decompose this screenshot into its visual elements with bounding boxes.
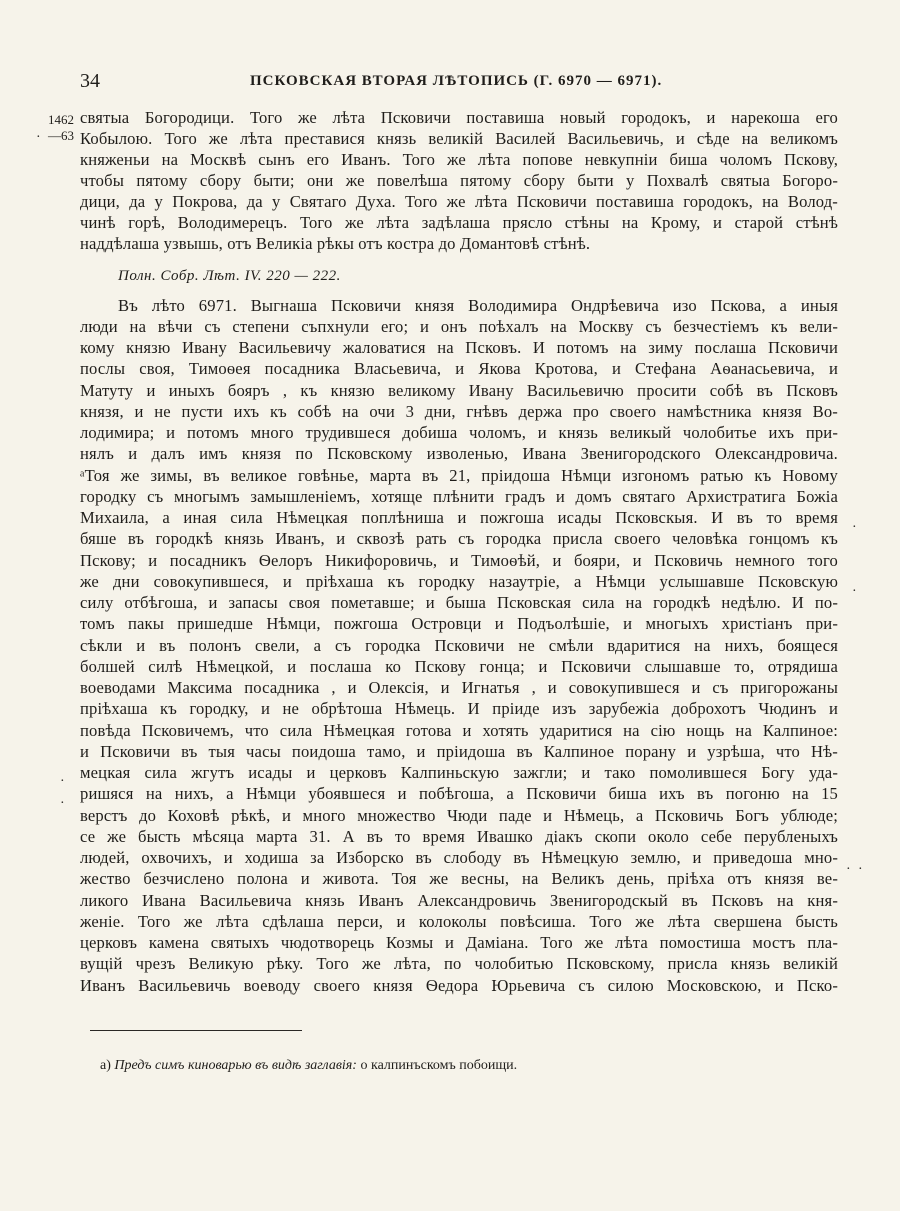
text-line: люди на вѣчи съ степени съпхнули его; и онъ поѣхалъ на Москву съ безчестіемъ къ вели-: [80, 317, 838, 336]
text-line: силу отбѣгоша, и запасы своя пометавше; и быша Псковская сила на городкѣ недѣлю. И по-: [80, 593, 838, 612]
text-line: чинѣ горѣ, Володимерецъ. Того же лѣта задѣлаша прясло стѣны на Крому, и старой стѣнѣ: [80, 213, 838, 232]
text-line: кому князю Ивану Васильевичу жаловатися на Псковъ. И потомъ на зиму послаша Псковичи: [80, 338, 838, 357]
margin-mark: ·: [858, 862, 863, 877]
footnote: [100, 1058, 517, 1074]
text-line: дици, да у Покрова, да у Святаго Духа. Того же лѣта Псковичи поставиша городокъ, на Волод-: [80, 192, 838, 211]
text-line: церковъ камена святыхъ чюдотворець Козмы и Даміана. Того же лѣта помостиша мостъ пла-: [80, 933, 838, 952]
text-line: воеводами Максима посадника , и Олексія, и Игнатья , и совокупившеся и съ пригорожаны: [80, 678, 838, 697]
margin-mark: ·: [852, 520, 857, 535]
text-line: Михаила, а иная сила Нѣмецкая поплѣниша и пожгоша исады Псковскыя. И въ то время: [80, 508, 838, 527]
text-line: сѣкли и въ полонъ свели, а съ городка Псковичи не смѣли вдаритися на нихъ, боящеся: [80, 636, 838, 655]
running-title: ПСКОВСКАЯ ВТОРАЯ ЛѢТОПИСЬ (Г. 6970 — 6971).: [250, 73, 663, 89]
page-header: [80, 70, 820, 98]
footnote-marker: а): [100, 1058, 111, 1073]
text-line: томъ пакы пришедше Нѣмци, пожгоша Островци и Подъолѣшіе, и многыхъ христіанъ при-: [80, 614, 838, 633]
text-line: лодимира; и потомъ много трудившеся добиша чоломъ, и князь великый чолобитье ихъ при-: [80, 423, 838, 442]
text-line: повѣда Псковичемъ, что сила Нѣмецкая готова и хотять ударитися на сію нощь на Калпиное:: [80, 721, 838, 740]
text-line: верстъ до Коховѣ рѣкѣ, и много множество Чюди паде и Нѣмець, а Псковичь Богъ ублюде;: [80, 806, 838, 825]
text-line: и Псковичи въ тыя часы поидоша тамо, и пріидоша въ Калпиное порану и узрѣша, что Нѣ-: [80, 742, 838, 761]
footnote-rule: [90, 1030, 302, 1031]
page-number: 34: [80, 70, 100, 92]
text-line: вущій чрезъ Великую рѣку. Того же лѣта, по чолобитью Псковскому, присла князь великій: [80, 954, 838, 973]
text-line: жество безчислено полона и живота. Тоя же весны, на Великъ день, пріѣха отъ князя ве-: [80, 869, 838, 888]
text-line: женіе. Того же лѣта сдѣлаша перси, и колоколы повѣсиша. Того же лѣта свершена бысть: [80, 912, 838, 931]
text-line: болшей силѣ Нѣмецкой, и послаша ко Пскову гонца; и Псковичи слышавше то, отрядиша: [80, 657, 838, 676]
margin-mark: ·: [846, 862, 851, 877]
text-line: се же бысть мѣсяца марта 31. А въ то время Ивашко діакъ скопи около себе перубленыхъ: [80, 827, 838, 846]
text-line: князя, и не пусти ихъ къ собѣ на очи 3 дни, гнѣвъ держа про своего намѣстника князя Во-: [80, 402, 838, 421]
text-line: нялъ и далъ имъ князя по Псковскому изволенью, Ивана Звенигородского Олександровича.: [80, 444, 838, 463]
margin-mark: ·: [852, 584, 857, 599]
source-reference: Полн. Собр. Лѣт. IV. 220 — 222.: [118, 268, 341, 284]
text-line: Матуту и иныхъ бояръ , къ князю великому Ивану Васильевичю просити собѣ въ Псковъ: [80, 381, 838, 400]
text-line: ликого Ивана Васильевича князь Иванъ Александровичь Звенигородскый въ Псковъ на кня-: [80, 891, 838, 910]
text-line: ришяся на нихъ, а Нѣмци убоявшеся и побѣгоша, а Псковичи биша ихъ въ погоню на 15: [80, 784, 838, 803]
margin-mark: ·: [60, 774, 65, 789]
text-line: наддѣлаша узвышь, отъ Великіа рѣкы отъ костра до Домантовѣ стѣнѣ.: [80, 234, 591, 253]
text-line: мецкая сила жгутъ исады и церковъ Калпиньскую зажгли; и тако помолившеся Богу уда-: [80, 763, 838, 782]
footnote-italic-text: Предъ симъ киноварью въ видѣ заглавія:: [114, 1058, 357, 1073]
text-line: ᵃТоя же зимы, въ великое говѣнье, марта въ 21, пріидоша Нѣмци изгономъ ратью къ Новому: [80, 466, 838, 485]
text-line: бяше въ городкѣ князь Иванъ, и сквозѣ рать съ городка присла своего человѣка гонцомъ къ: [80, 529, 838, 548]
margin-year-bottom: —63: [48, 128, 74, 143]
margin-year-top: 1462: [48, 112, 74, 127]
text-line: княженьи на Москвѣ сынъ его Иванъ. Того же лѣта попове невкупніи биша чоломъ Пскову,: [80, 150, 838, 169]
text-line: городку съ многымъ замышленіемъ, хотяще плѣнити градъ и домъ святаго Архистратига Божіа: [80, 487, 838, 506]
text-line: Иванъ Васильевичь воеводу своего князя Ѳедора Юрьевича съ силою Московскою, и Пско-: [80, 976, 838, 995]
text-line: чтобы пятому сбору быти; они же повелѣша пятому сбору быти у Похвалѣ святыа Богоро-: [80, 171, 838, 190]
text-line: же дни совокупившеся, и пріѣхаша къ городку назаутріе, а Нѣмци услышавше Псковскую: [80, 572, 838, 591]
margin-mark: ·: [36, 130, 41, 145]
text-line: пріѣхаша къ городку, и не обрѣтоша Нѣмець. И пріиде изъ зарубежіа доброхотъ Чюдинъ и: [80, 699, 838, 718]
footnote-text: о калпинъскомъ побоищи.: [360, 1058, 518, 1073]
text-line: послы своя, Тимоѳея посадника Власьевича, и Якова Кротова, и Стефана Аѳанасьевича, и: [80, 359, 838, 378]
text-line: Въ лѣто 6971. Выгнаша Псковичи князя Володимира Ондрѣевича изо Пскова, а иныя: [118, 296, 838, 315]
margin-mark: ·: [60, 796, 65, 811]
text-line: людей, охвочихъ, и ходиша за Изборско въ слободу въ Нѣмецкую землю, и приведоша мно-: [80, 848, 838, 867]
text-line: Кобылою. Того же лѣта преставися князь великій Василей Васильевичь, и сѣде на великомъ: [80, 129, 838, 148]
text-line: святыа Богородици. Того же лѣта Псковичи поставиша новый городокъ, и нарекоша его: [80, 108, 838, 127]
text-line: Пскову; и посадникъ Ѳелоръ Никифоровичь, и Тимоѳѣй, и бояри, и Псковичь немного того: [80, 551, 838, 570]
